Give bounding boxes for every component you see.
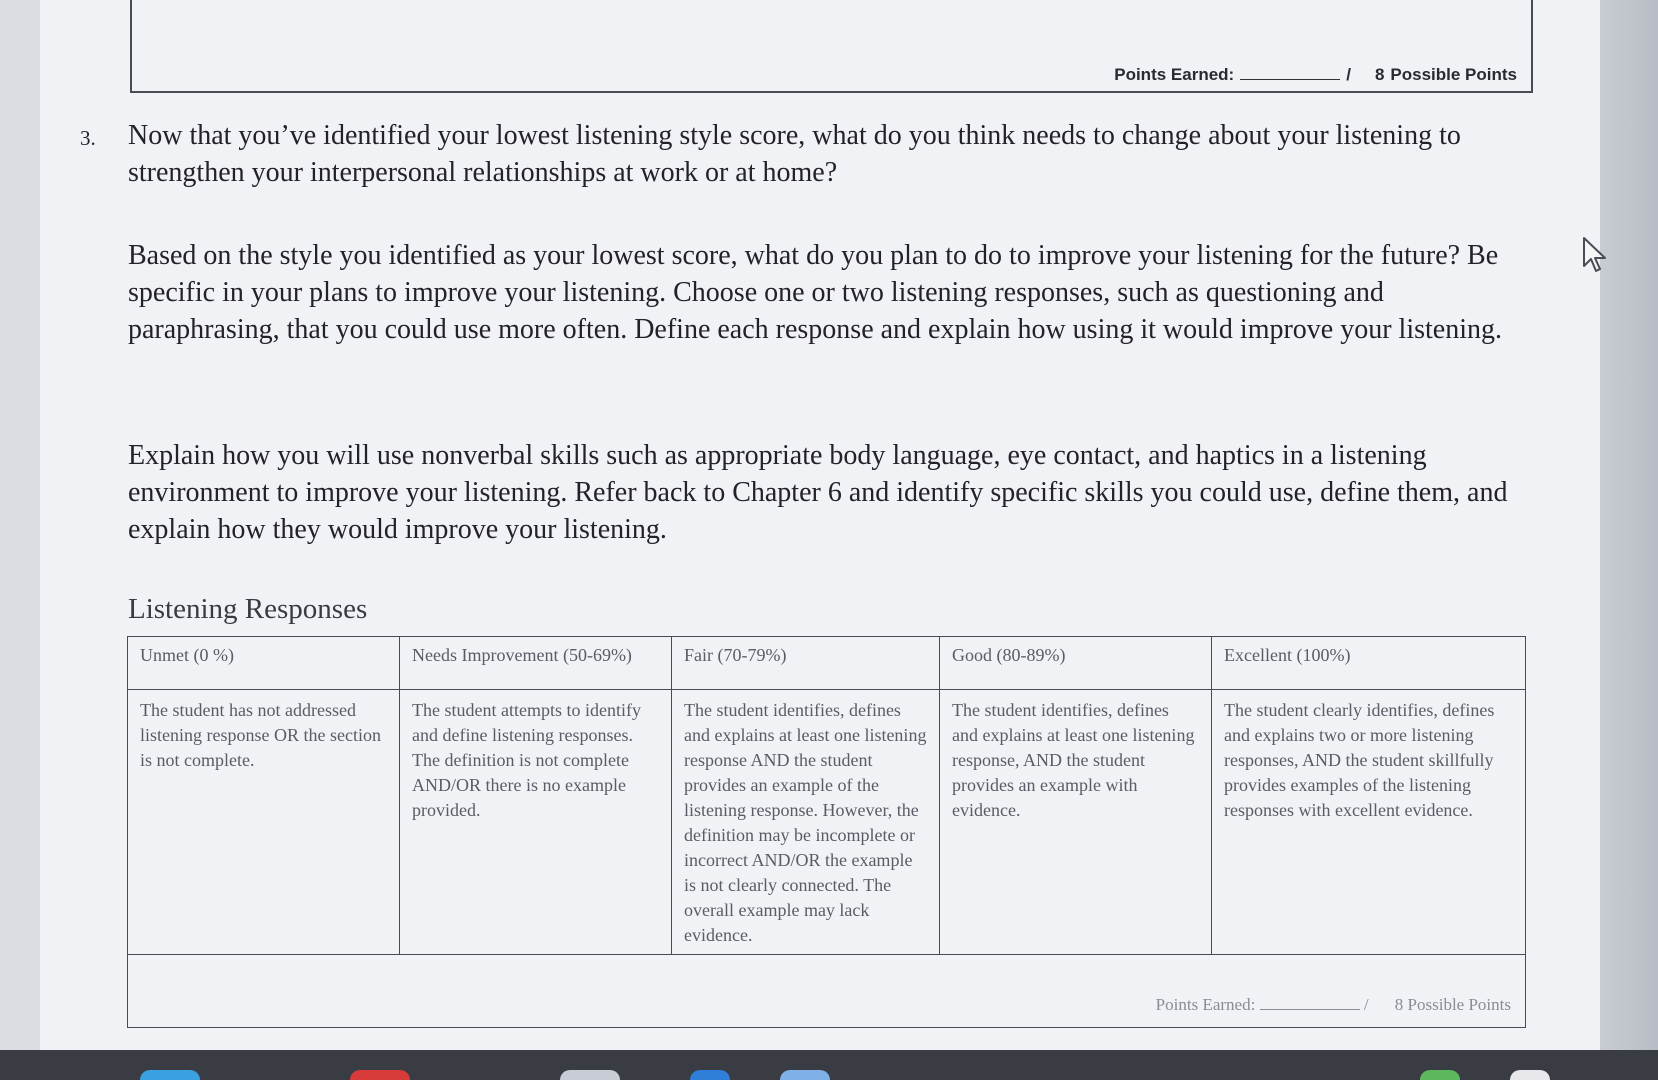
question-prompt: Now that you’ve identified your lowest listening style score, what do you think needs to change about your listening to strengthen your interpersonal relationships at work or at home? [128,120,1461,188]
rubric-desc-unmet: The student has not addressed listening response OR the section is not complete. [128,690,400,955]
points-separator: / [1346,65,1351,84]
rubric-level-needs-improvement: Needs Improvement (50-69%) [400,637,672,690]
rubric-level-good: Good (80-89%) [940,637,1212,690]
rubric-level-excellent: Excellent (100%) [1212,637,1526,690]
rubric-desc-fair: The student identifies, defines and explains at least one listening response AND the student provides an example of the listening response. However, the definition may be incomplete or incorrect AND/OR the example is not clearly connected. The overall example may lack evidence. [672,690,940,955]
rubric-desc-needs-improvement: The student attempts to identify and define listening responses. The definition is not complete AND/OR there is no example provided. [400,690,672,955]
mouse-pointer-icon [1582,236,1608,274]
taskbar-tray[interactable] [1510,1070,1550,1080]
question-number: 3. [80,126,96,150]
rubric-level-unmet: Unmet (0 %) [128,637,400,690]
rubric-desc-good: The student identifies, defines and explains at least one listening response, AND the student provides an example with evidence. [940,690,1212,955]
question-paragraph-3: Explain how you will use nonverbal skills such as appropriate body language, eye contact, and haptics in a listening environment to improve your listening. Refer back to Chapter 6 and identify specific skills you could use, define them, and explain how they would improve your listening. [128,440,1508,545]
screen-edge [1600,0,1658,1050]
points-earned-label-bottom: Points Earned: [1155,995,1256,1014]
taskbar-app-6[interactable] [1420,1070,1460,1080]
rubric-header-row [128,637,1526,690]
points-earned-top [1114,63,1517,85]
answer-box[interactable] [128,955,1526,1028]
rubric-answer-row [128,955,1526,1028]
rubric-description-row [128,690,1526,955]
taskbar-app-1[interactable] [140,1070,200,1080]
taskbar-app-5[interactable] [780,1070,830,1080]
possible-points-value-bottom: 8 [1394,995,1404,1014]
points-earned-blank[interactable] [1240,63,1340,80]
rubric-desc-excellent: The student clearly identifies, defines and explains two or more listening responses, AND the student skillfully provides examples of the listening responses with excellent evidence. [1212,690,1526,955]
possible-points-value: 8 [1374,65,1385,84]
document-page [40,0,1600,1050]
taskbar [0,1050,1658,1080]
possible-points-label: Possible Points [1390,65,1517,84]
taskbar-app-4[interactable] [690,1070,730,1080]
question-paragraph-2: Based on the style you identified as your lowest score, what do you plan to do to improve your listening for the future? Be specific in your plans to improve your listening. Choose one or two listening responses, such as questioning and paraphrasing, that you could use more often. Define each response and explain how using it would improve your listening. [128,240,1502,345]
points-earned-bottom [142,992,1511,1017]
taskbar-app-2[interactable] [350,1070,410,1080]
possible-points-label-bottom: Possible Points [1407,995,1511,1014]
rubric-table [127,636,1526,1028]
points-earned-label: Points Earned: [1114,65,1235,84]
rubric-level-fair: Fair (70-79%) [672,637,940,690]
taskbar-app-3[interactable] [560,1070,620,1080]
previous-answer-box[interactable] [130,0,1533,93]
rubric-title: Listening Responses [128,593,368,625]
points-separator-bottom: / [1363,995,1369,1014]
points-earned-blank-bottom[interactable] [1260,995,1360,1010]
